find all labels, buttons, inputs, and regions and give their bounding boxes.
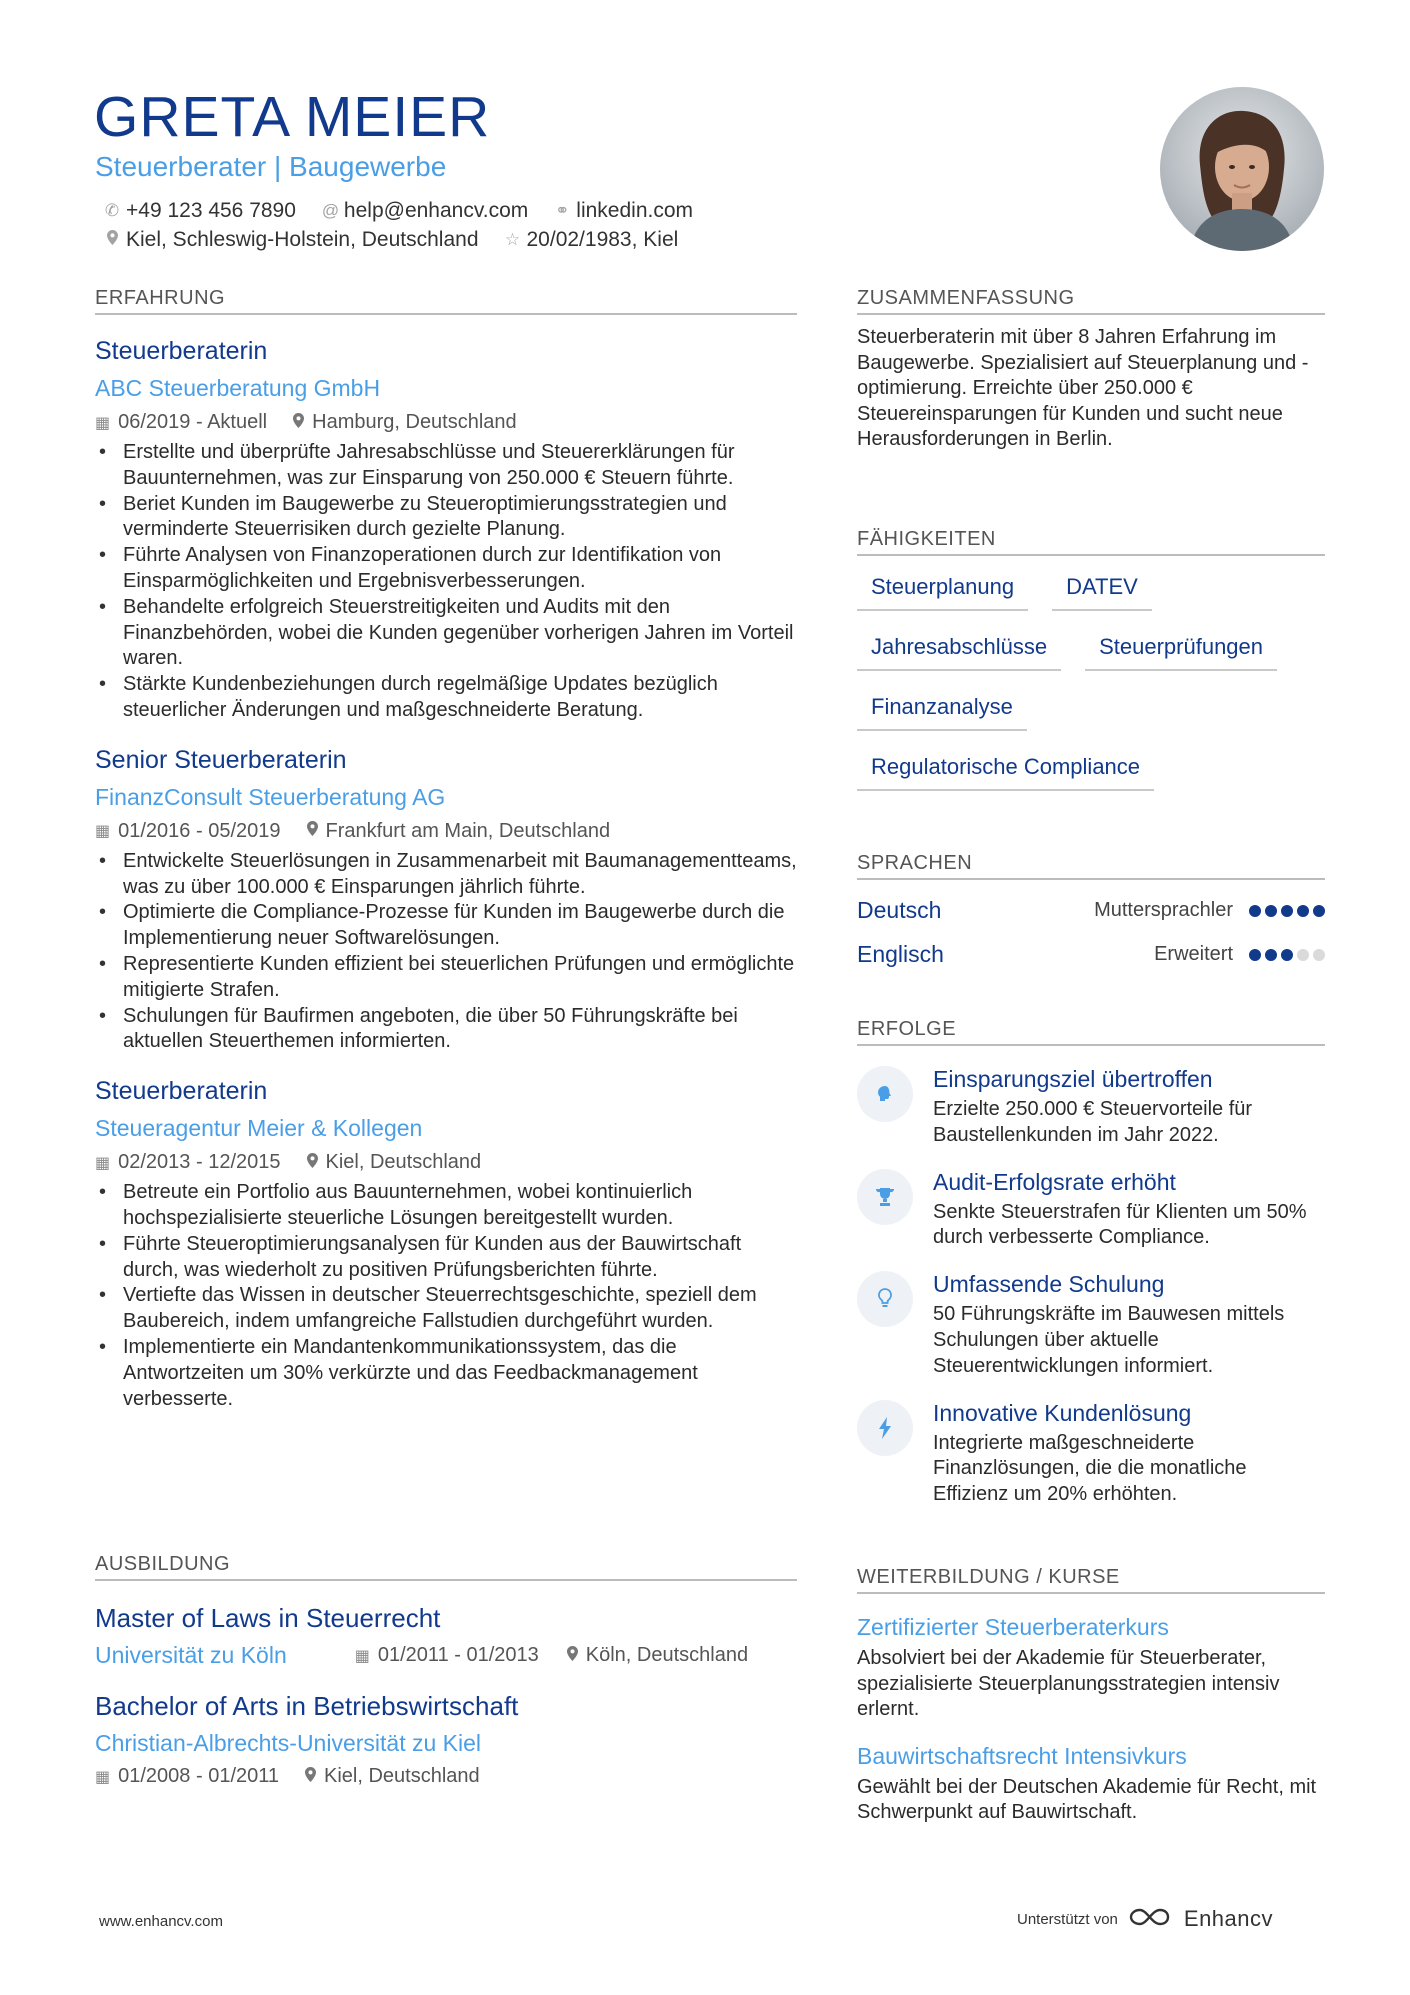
course-desc: Gewählt bei der Deutschen Akademie für Recht, mit Schwerpunkt auf Bauwirtschaft.	[857, 1775, 1317, 1824]
rating-dot-filled	[1281, 905, 1293, 917]
calendar-icon: ▦	[354, 1647, 370, 1665]
brain-icon	[857, 1066, 913, 1122]
job-title: Senior Steuerberaterin	[95, 745, 347, 774]
rating-dot-filled	[1297, 905, 1309, 917]
contact-row-2	[104, 228, 678, 252]
achievement-title: Innovative Kundenlösung	[933, 1399, 1192, 1426]
trophy-icon	[857, 1169, 913, 1225]
skills-heading: FÄHIGKEITEN	[857, 528, 1325, 556]
job-location: Kiel, Deutschland	[325, 1151, 482, 1174]
course-title: Zertifizierter Steuerberaterkurs	[857, 1614, 1169, 1640]
list-item: • Vertiefte das Wissen in deutscher Steuerrechtsgeschichte, speziell dem Baubereich, indem umfangreiche Fallstudien durchgeführt wurden.	[95, 1283, 797, 1335]
achievement-desc: 50 Führungskräfte im Bauwesen mittels Schulungen über aktuelle Steuerentwicklungen informiert.	[933, 1303, 1285, 1377]
achievement-title: Audit-Erfolgsrate erhöht	[933, 1168, 1176, 1195]
job-3	[95, 1077, 797, 1412]
phone-text: +49 123 456 7890	[126, 199, 296, 222]
experience-section	[95, 287, 797, 1412]
achievement-item	[857, 1066, 1325, 1149]
job-location: Hamburg, Deutschland	[312, 411, 517, 433]
job-2	[95, 746, 797, 1055]
achievement-item	[857, 1400, 1325, 1508]
phone-icon: ✆	[104, 201, 120, 220]
job-meta	[95, 1151, 797, 1174]
achievements-heading: ERFOLGE	[857, 1018, 1325, 1046]
skill-tag: Finanzanalyse	[857, 688, 1027, 731]
footer-website[interactable]: www.enhancv.com	[99, 1913, 223, 1930]
language-rating	[1249, 949, 1325, 961]
list-item: • Entwickelte Steuerlösungen in Zusammenarbeit mit Baumanagementteams, was zu über 100.000 € Einsparungen jährlich führte.	[95, 849, 797, 901]
rating-dot-filled	[1249, 905, 1261, 917]
email[interactable]	[322, 199, 528, 223]
skills-list	[857, 568, 1325, 791]
achievements-section	[857, 1018, 1325, 1508]
skill-tag: Steuerprüfungen	[1085, 628, 1277, 671]
list-item: • Representierte Kunden effizient bei steuerlichen Prüfungen und ermöglichte mitigierte Strafen.	[95, 952, 797, 1004]
achievement-desc: Erzielte 250.000 € Steuervorteile für Baustellenkunden im Jahr 2022.	[933, 1098, 1253, 1146]
summary-section	[857, 287, 1325, 453]
achievement-item	[857, 1271, 1325, 1379]
school: Christian-Albrechts-Universität zu Kiel	[95, 1730, 482, 1756]
education-item-2	[95, 1691, 797, 1788]
skill-tag: Jahresabschlüsse	[857, 628, 1061, 671]
education-item-1	[95, 1603, 797, 1669]
job-meta	[95, 411, 797, 434]
map-pin-icon	[307, 821, 318, 841]
languages-section	[857, 852, 1325, 968]
job-1	[95, 337, 797, 724]
contact-row-1	[104, 199, 693, 223]
course-title: Bauwirtschaftsrecht Intensivkurs	[857, 1742, 1187, 1769]
candidate-role: Steuerberater | Baugewerbe	[95, 151, 447, 182]
birth-text: 20/02/1983, Kiel	[526, 228, 679, 251]
language-name: Deutsch	[857, 897, 942, 923]
experience-heading: ERFAHRUNG	[95, 287, 797, 315]
job-company: ABC Steuerberatung GmbH	[95, 375, 381, 401]
calendar-icon: ▦	[95, 414, 111, 432]
lightbulb-icon	[857, 1271, 913, 1327]
list-item: • Optimierte die Compliance-Prozesse für Kunden im Baugewerbe durch die Implementierung neuer Softwarelösungen.	[95, 900, 797, 952]
education-meta	[95, 1765, 797, 1788]
linkedin[interactable]	[554, 199, 693, 223]
job-date: 01/2016 - 05/2019	[118, 819, 281, 842]
language-row	[857, 941, 1325, 968]
email-text[interactable]: help@enhancv.com	[343, 199, 529, 222]
map-pin-icon	[567, 1646, 578, 1666]
map-pin-icon	[307, 1153, 318, 1173]
degree: Bachelor of Arts in Betriebswirtschaft	[95, 1691, 519, 1721]
footer-powered-text: Unterstützt von	[1017, 1910, 1118, 1928]
footer-brand: Enhancv	[1183, 1906, 1274, 1931]
location-text: Kiel, Schleswig-Holstein, Deutschland	[126, 228, 479, 251]
map-pin-icon	[293, 413, 304, 433]
star-icon: ☆	[504, 230, 521, 249]
linkedin-text[interactable]: linkedin.com	[576, 199, 694, 222]
list-item: • Implementierte ein Mandantenkommunikationssystem, das die Antwortzeiten um 30% verkürzte und das Feedbackmanagement verbesserte.	[95, 1335, 797, 1412]
course-item	[857, 1743, 1325, 1826]
rating-dot-empty	[1297, 949, 1309, 961]
summary-heading: ZUSAMMENFASSUNG	[857, 287, 1325, 315]
language-level: Erweitert	[1154, 943, 1233, 965]
phone	[104, 199, 296, 223]
education-school-row	[95, 1730, 797, 1757]
list-item: • Führte Steueroptimierungsanalysen für Kunden aus der Bauwirtschaft durch, was wiederholt zu positiven Prüfungsberichten führte.	[95, 1232, 797, 1284]
rating-dot-filled	[1313, 905, 1325, 917]
education-date: 01/2008 - 01/2011	[118, 1765, 280, 1787]
education-date: 01/2011 - 01/2013	[377, 1644, 539, 1666]
list-item: • Stärkte Kundenbeziehungen durch regelmäßige Updates bezüglich steuerlicher Änderungen und maßgeschneiderte Beratung.	[95, 672, 797, 724]
link-icon: ⚭	[555, 201, 570, 220]
achievement-title: Umfassende Schulung	[933, 1271, 1165, 1298]
courses-heading: WEITERBILDUNG / KURSE	[857, 1566, 1325, 1594]
list-item: • Betreute ein Portfolio aus Bauunternehmen, wobei kontinuierlich hochspezialisierte steuerliche Lösungen bereitgestellt wurden.	[95, 1180, 797, 1232]
language-level: Muttersprachler	[1094, 899, 1233, 921]
skills-section	[857, 528, 1325, 791]
achievement-title: Einsparungsziel übertroffen	[933, 1066, 1213, 1092]
job-date: 06/2019 - Aktuell	[118, 411, 268, 433]
job-title: Steuerberaterin	[95, 337, 268, 365]
job-location: Frankfurt am Main, Deutschland	[325, 819, 611, 842]
job-date: 02/2013 - 12/2015	[118, 1151, 281, 1174]
skill-tag: DATEV	[1052, 568, 1152, 611]
education-section	[95, 1553, 797, 1788]
rating-dot-filled	[1265, 905, 1277, 917]
location	[104, 228, 479, 252]
courses-section	[857, 1566, 1325, 1826]
education-meta	[95, 1642, 797, 1669]
job-meta	[95, 820, 797, 843]
candidate-name: GRETA MEIER	[94, 85, 491, 149]
job-bullets	[95, 849, 797, 1055]
language-row	[857, 897, 1325, 924]
skill-tag: Regulatorische Compliance	[857, 748, 1154, 791]
list-item: • Beriet Kunden im Baugewerbe zu Steueroptimierungsstrategien und verminderte Steuerrisiken durch gezielte Planung.	[95, 492, 797, 544]
footer-powered-by[interactable]	[1017, 1906, 1273, 1932]
rating-dot-filled	[1249, 949, 1261, 961]
education-location: Kiel, Deutschland	[324, 1765, 480, 1787]
skill-tag: Steuerplanung	[857, 568, 1028, 611]
education-location: Köln, Deutschland	[585, 1644, 749, 1666]
list-item: • Erstellte und überprüfte Jahresabschlüsse und Steuererklärungen für Bauunternehmen, was zur Einsparung von 250.000 € Steuern führte.	[95, 440, 797, 492]
summary-text: Steuerberaterin mit über 8 Jahren Erfahrung im Baugewerbe. Spezialisiert auf Steuerplanung und -optimierung. Erreichte über 250.000 € Steuereinsparungen für Kunden und sucht neue Herausforderungen in Berlin.	[857, 326, 1309, 451]
calendar-icon: ▦	[95, 1768, 111, 1786]
lightning-icon	[857, 1400, 913, 1456]
list-item: • Behandelte erfolgreich Steuerstreitigkeiten und Audits mit den Finanzbehörden, wobei die Kunden gegenüber vorherigen Jahren im Vorteil waren.	[95, 595, 797, 672]
language-name: Englisch	[857, 941, 944, 967]
achievement-desc: Senkte Steuerstrafen für Klienten um 50% durch verbesserte Compliance.	[933, 1200, 1307, 1249]
job-company: FinanzConsult Steuerberatung AG	[95, 783, 446, 810]
course-item	[857, 1614, 1325, 1723]
profile-photo	[1160, 87, 1324, 251]
map-pin-icon	[305, 1767, 316, 1787]
languages-heading: SPRACHEN	[857, 852, 1325, 880]
rating-dot-filled	[1281, 949, 1293, 961]
job-bullets	[95, 1180, 797, 1412]
job-company: Steueragentur Meier & Kollegen	[95, 1115, 423, 1142]
language-rating	[1249, 905, 1325, 917]
map-pin-icon	[104, 230, 120, 250]
achievement-item	[857, 1169, 1325, 1252]
enhancv-logo-icon	[1128, 1906, 1174, 1932]
degree: Master of Laws in Steuerrecht	[95, 1603, 441, 1633]
course-desc: Absolviert bei der Akademie für Steuerberater, spezialisierte Steuerplanungsstrategien intensiv erlernt.	[857, 1647, 1280, 1721]
list-item: • Schulungen für Baufirmen angeboten, die über 50 Führungskräfte bei aktuellen Steuerthemen informierten.	[95, 1004, 797, 1056]
education-heading: AUSBILDUNG	[95, 1553, 797, 1581]
achievement-desc: Integrierte maßgeschneiderte Finanzlösungen, die die monatliche Effizienz um 20% erhöhten.	[933, 1431, 1247, 1506]
rating-dot-empty	[1313, 949, 1325, 961]
at-icon: @	[321, 201, 340, 220]
job-title: Steuerberaterin	[95, 1077, 268, 1106]
school: Universität zu Köln	[95, 1642, 287, 1668]
calendar-icon: ▦	[95, 1154, 111, 1172]
job-bullets	[95, 440, 797, 724]
rating-dot-filled	[1265, 949, 1277, 961]
list-item: • Führte Analysen von Finanzoperationen durch zur Identifikation von Einsparmöglichkeiten und Ergebnisverbesserungen.	[95, 543, 797, 595]
birth	[505, 228, 679, 252]
calendar-icon: ▦	[95, 823, 111, 841]
